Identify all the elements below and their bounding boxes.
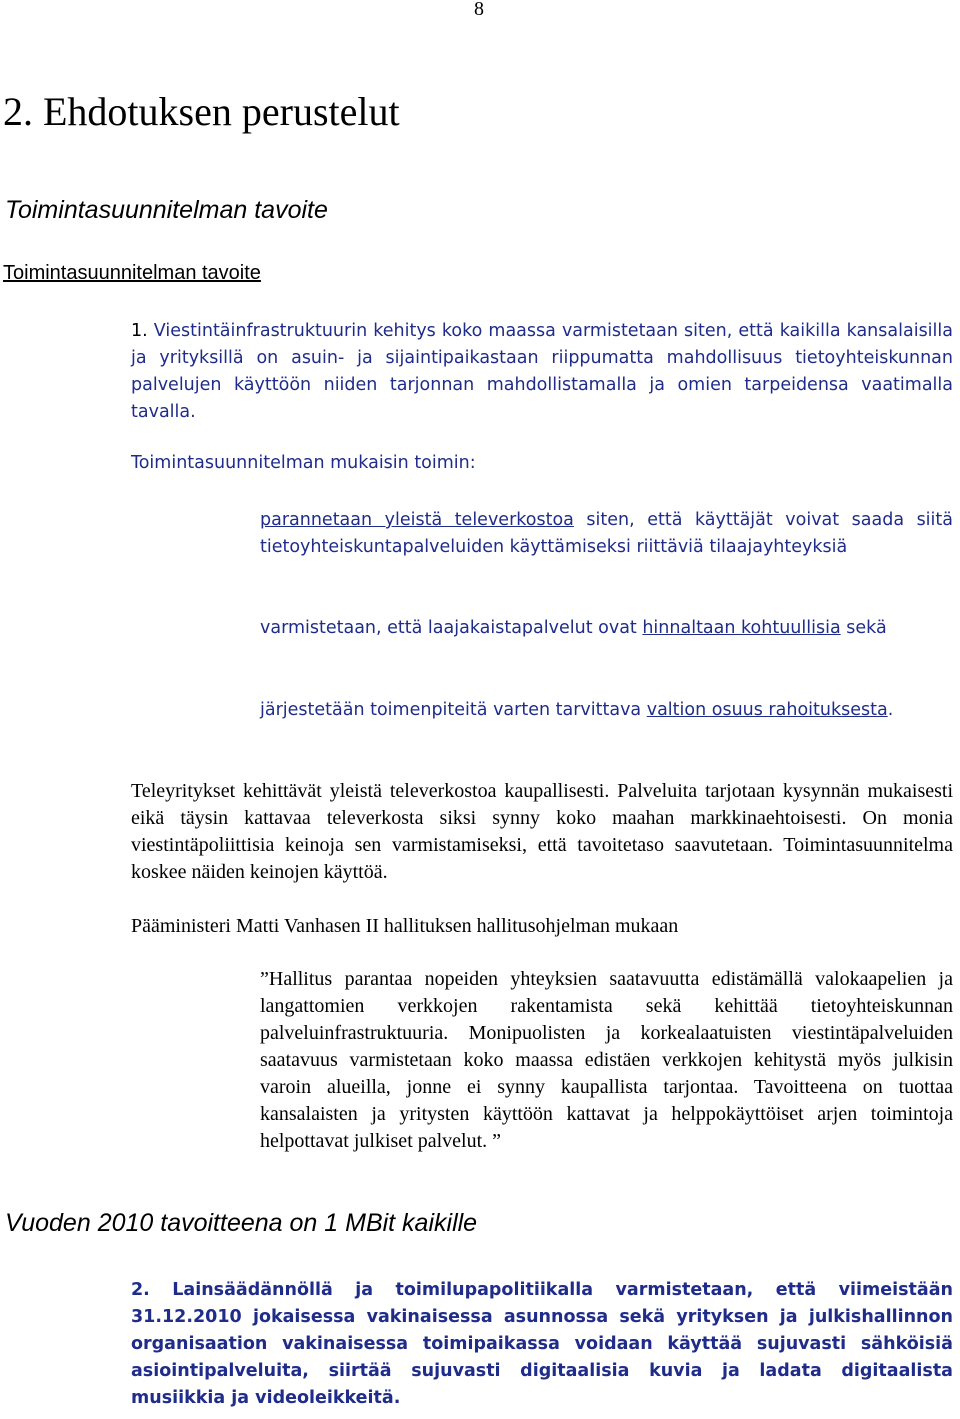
measure-item-2 — [260, 615, 953, 642]
measure-link-3[interactable]: valtion osuus rahoituksesta — [646, 700, 888, 720]
measure-post-2: sekä — [840, 618, 887, 638]
objective-2: 2. Lainsäädännöllä ja toimilupapolitiikalla varmistetaan, että viimeistään 31.12.2010 jokaisessa vakinaisessa asunnossa sekä yrityksen ja julkishallinnon organisaation vakinaisessa toimipaikassa voidaan käyttää sujuvasti sähköisiä asiointipalveluita, siirtää sujuvasti digitaalisia kuvia ja ladata digitaalista musiikkia ja videoleikkeitä. — [131, 1280, 953, 1408]
measure-pre-3: järjestetään toimenpiteitä varten tarvittava — [260, 700, 647, 720]
subheading-italic: Toimintasuunnitelman tavoite — [5, 196, 328, 224]
objective-1-text: Viestintäinfrastruktuurin kehitys koko maassa varmistetaan siten, että kaikilla kansalaisilla ja yrityksillä on asuin- ja sijaintipaikastaan riippumatta mahdollisuus tietoyhteiskunnan palvelujen käyttöön niiden tarjonnan mahdollistamalla ja omien tarpeidensa vaatimalla tavalla. — [131, 321, 953, 422]
measure-text-1: siten, että käyttäjät voivat saada siitä tietoyhteiskuntapalveluiden käyttämiseksi riittäviä tilaajayhteyksiä — [260, 510, 953, 557]
measure-pre-2: varmistetaan, että laajakaistapalvelut ovat — [260, 618, 643, 638]
measure-item-3 — [260, 697, 953, 724]
measure-item-1 — [260, 507, 953, 561]
subheading-underlined: Toimintasuunnitelman tavoite — [3, 262, 261, 284]
objective-1-number: 1. — [131, 321, 148, 341]
government-quote: ”Hallitus parantaa nopeiden yhteyksien saatavuutta edistämällä valokaapelien ja langattomien verkkojen rakentamista sekä kehittää tietoyhteiskunnan palveluinfrastruktuuria. Monipuolisten ja korkealaatuisten viestintäpalveluiden saatavuus varmistetaan koko maassa edistäen verkkojen kehitystä myös julkisin varoin alueilla, jonne ei synny kaupallista tarjontaa. Tavoitteena on tuottaa kansalaisten ja yritysten käyttöön kattavat ja helppokäyttöiset arjen toimintoja helpottavat julkiset palvelut. ” — [260, 968, 953, 1152]
paragraph-teleyritykset: Teleyritykset kehittävät yleistä televerkostoa kaupallisesti. Palveluita tarjotaan kysynnän mukaisesti eikä täysin kattavaa televerkosta siksi synny koko maahan markkinaehtoisesti. On monia viestintäpoliittisia keinoja sen varmistamiseksi, että tavoitetaso saavutetaan. Toimintasuunnitelma koskee näiden keinojen käyttöä. — [131, 780, 953, 883]
section-heading: 2. Ehdotuksen perustelut — [3, 89, 400, 134]
objective-1 — [131, 318, 953, 426]
measure-link-1[interactable]: parannetaan yleistä televerkostoa — [260, 510, 574, 530]
paragraph-government-program: Pääministeri Matti Vanhasen II hallituksen hallitusohjelman mukaan — [131, 915, 679, 937]
page-number: 8 — [474, 0, 484, 20]
heading-2010-target: Vuoden 2010 tavoitteena on 1 MBit kaikille — [5, 1209, 478, 1237]
measures-intro: Toimintasuunnitelman mukaisin toimin: — [131, 453, 476, 473]
measure-post-3: . — [887, 700, 894, 720]
measure-link-2[interactable]: hinnaltaan kohtuullisia — [642, 618, 841, 638]
